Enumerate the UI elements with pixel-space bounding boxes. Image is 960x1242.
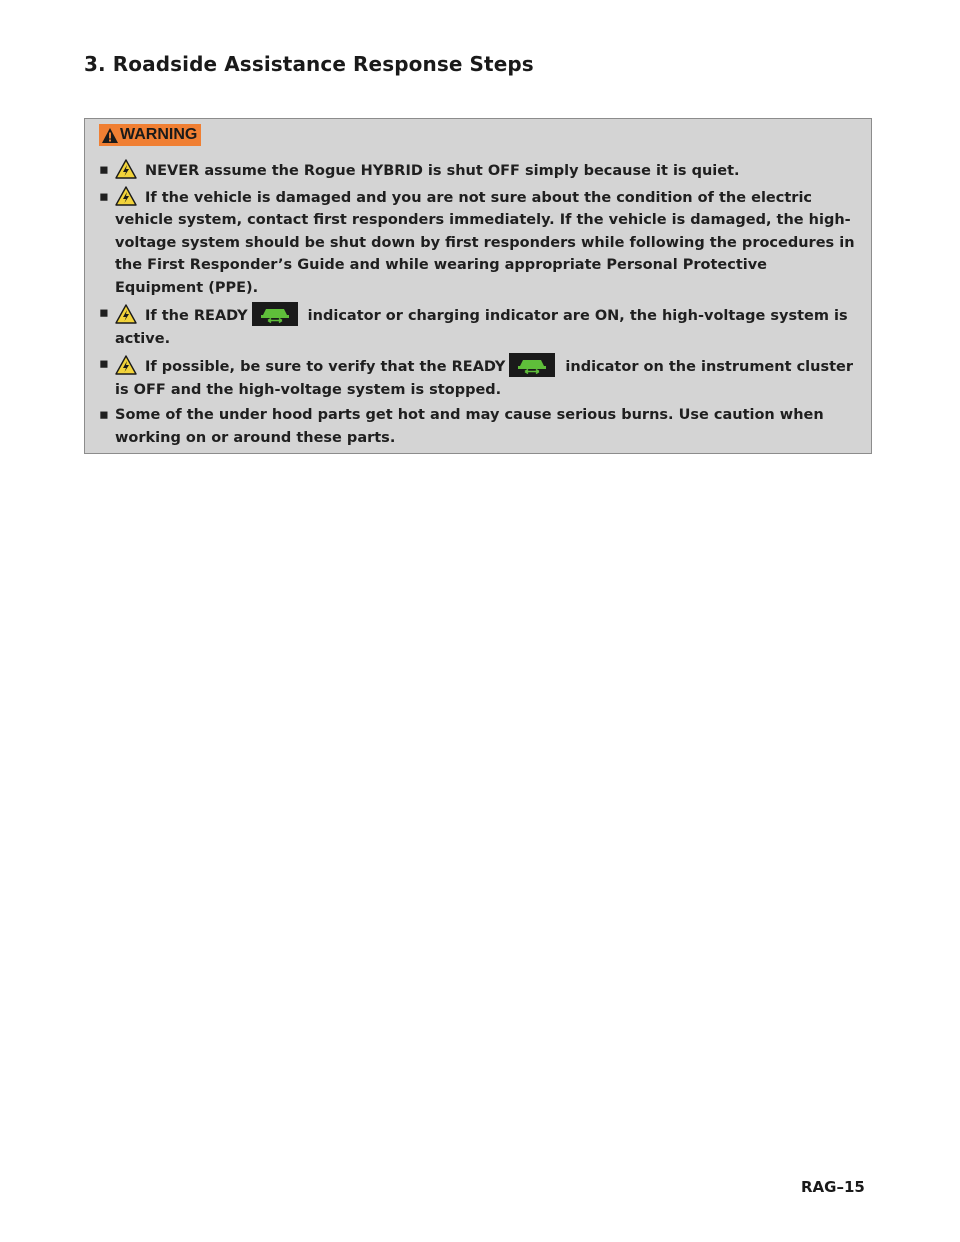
alert-triangle-icon xyxy=(101,127,119,144)
warning-label-text: WARNING xyxy=(120,126,198,143)
bullet: ▪ xyxy=(99,305,109,321)
high-voltage-warning-icon xyxy=(115,159,137,179)
warning-box xyxy=(84,118,872,454)
warning-item-text-after: indicator on the instrument cluster is OFF and the high-voltage system is stopped. xyxy=(115,359,853,398)
warning-item xyxy=(97,353,857,401)
warning-list xyxy=(97,159,857,452)
ready-indicator-car-icon xyxy=(509,353,555,377)
warning-item xyxy=(97,404,857,449)
warning-item-text: If the vehicle is damaged and you are not sure about the condition of the electric vehicle system, contact first responders immediately. If the vehicle is damaged, the high-voltage system should be shut down by first responders while following the procedures in the First Responder’s Guide and while wearing appropriate Personal Protective Equipment (PPE). xyxy=(115,189,855,296)
high-voltage-warning-icon xyxy=(115,186,137,206)
warning-item xyxy=(97,186,857,300)
high-voltage-warning-icon xyxy=(115,355,137,375)
warning-item-text-after: indicator or charging indicator are ON, the high-voltage system is active. xyxy=(115,308,848,347)
bullet: ▪ xyxy=(99,407,109,423)
warning-item-text: If possible, be sure to verify that the READY xyxy=(145,359,506,375)
warning-item-text: NEVER assume the Rogue HYBRID is shut OFF simply because it is quiet. xyxy=(145,163,740,179)
bullet: ▪ xyxy=(99,162,109,178)
warning-item xyxy=(97,302,857,350)
high-voltage-warning-icon xyxy=(115,304,137,324)
bullet: ▪ xyxy=(99,188,109,205)
bullet: ▪ xyxy=(99,356,109,372)
warning-item-text: If the READY xyxy=(145,308,248,324)
warning-item xyxy=(97,159,857,183)
section-title: 3. Roadside Assistance Response Steps xyxy=(84,52,534,76)
page-number: RAG–15 xyxy=(801,1178,865,1196)
warning-item-text: Some of the under hood parts get hot and may cause serious burns. Use caution when working on or around these parts. xyxy=(115,407,824,446)
warning-label xyxy=(99,124,201,146)
ready-indicator-car-icon xyxy=(252,302,298,326)
